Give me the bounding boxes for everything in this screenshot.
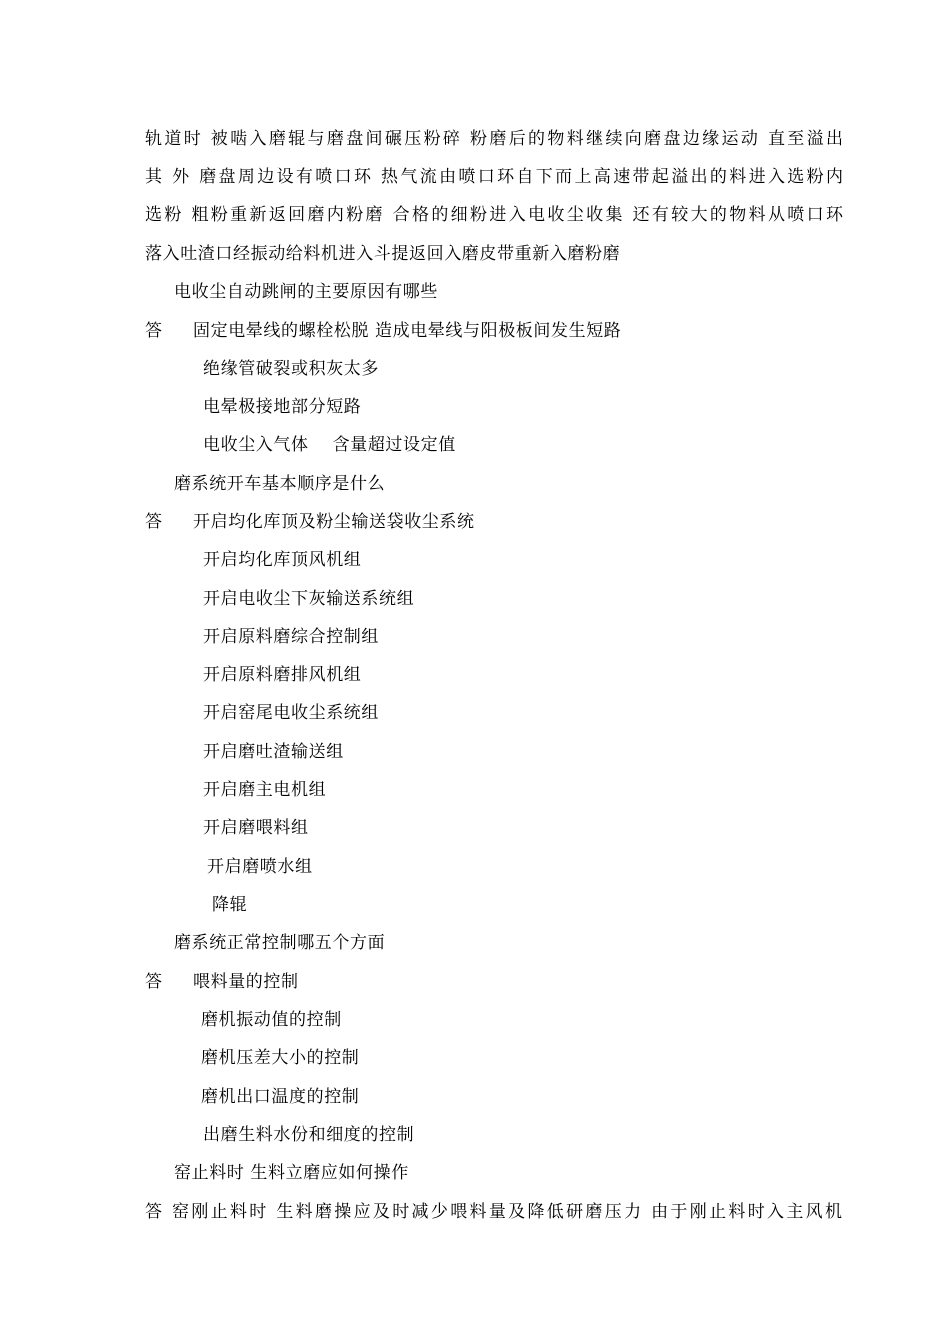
answer-item: 开启电收尘下灰输送系统组 xyxy=(203,589,415,609)
question-heading: 磨系统开车基本顺序是什么 xyxy=(174,474,386,494)
answer-item: 降辊 xyxy=(212,895,248,915)
answer-item: 电收尘入气体 含量超过设定值 xyxy=(203,435,456,455)
question-heading: 磨系统正常控制哪五个方面 xyxy=(174,933,386,953)
question-heading: 电收尘自动跳闸的主要原因有哪些 xyxy=(174,282,438,302)
question-heading: 窑止料时 生料立磨应如何操作 xyxy=(174,1163,409,1183)
answer-item: 开启均化库顶风机组 xyxy=(203,550,362,570)
answer-marker: 答 xyxy=(145,512,163,532)
answer-item: 磨机压差大小的控制 xyxy=(201,1048,360,1068)
answer-item: 绝缘管破裂或积灰太多 xyxy=(203,359,379,379)
answer-marker: 答 xyxy=(145,972,163,992)
answer-item: 开启磨喷水组 xyxy=(207,857,313,877)
answer-item: 固定电晕线的螺栓松脱 造成电晕线与阳极板间发生短路 xyxy=(193,321,622,341)
answer-item: 开启磨吐渣输送组 xyxy=(203,742,344,762)
answer-item: 喂料量的控制 xyxy=(193,972,299,992)
answer-item: 磨机振动值的控制 xyxy=(201,1010,342,1030)
paragraph-line: 落入吐渣口经振动给料机进入斗提返回入磨皮带重新入磨粉磨 xyxy=(145,244,621,264)
answer-item: 开启原料磨排风机组 xyxy=(203,665,362,685)
answer-item: 开启均化库顶及粉尘输送袋收尘系统 xyxy=(193,512,475,532)
paragraph-line: 轨道时 被啮入磨辊与磨盘间碾压粉碎 粉磨后的物料继续向磨盘边缘运动 直至溢出 xyxy=(145,129,843,149)
answer-item: 出磨生料水份和细度的控制 xyxy=(203,1125,415,1145)
paragraph-line: 其 外 磨盘周边设有喷口环 热气流由喷口环自下而上高速带起溢出的料进入选粉内 xyxy=(145,167,843,187)
answer-item: 开启磨喂料组 xyxy=(203,818,309,838)
answer-item: 开启磨主电机组 xyxy=(203,780,327,800)
answer-item: 磨机出口温度的控制 xyxy=(201,1087,360,1107)
answer-marker: 答 xyxy=(145,1202,163,1222)
paragraph-line: 选粉 粗粉重新返回磨内粉磨 合格的细粉进入电收尘收集 还有较大的物料从喷口环 xyxy=(145,205,843,225)
answer-item: 开启窑尾电收尘系统组 xyxy=(203,703,379,723)
answer-item: 电晕极接地部分短路 xyxy=(203,397,362,417)
answer-item: 开启原料磨综合控制组 xyxy=(203,627,379,647)
answer-marker: 答 xyxy=(145,321,163,341)
answer-text: 窑刚止料时 生料磨操应及时减少喂料量及降低研磨压力 由于刚止料时入主风机 xyxy=(172,1202,842,1222)
